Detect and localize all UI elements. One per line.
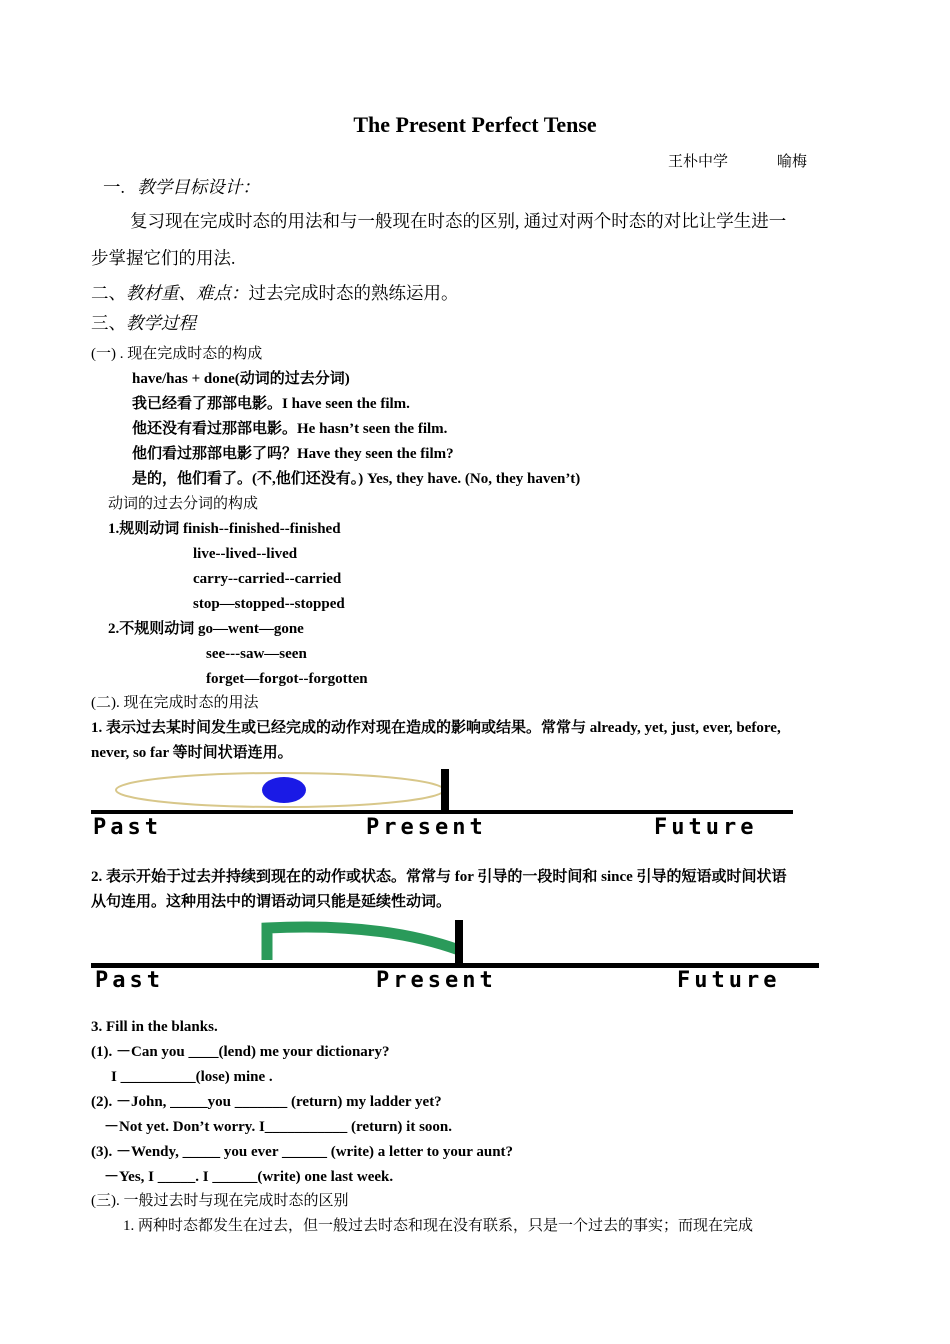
section2-content: 过去完成时态的熟练运用。 <box>248 283 459 303</box>
section2-title: 教材重、难点： <box>126 283 249 303</box>
section1-title: 教学目标设计： <box>137 177 260 197</box>
example-1: 我已经看了那部电影。I have seen the film. <box>132 396 410 412</box>
exercise-line: (3). －Wendy, _____ you ever ______ (write) a letter to your aunt? <box>91 1144 514 1160</box>
section1-paragraph-line2: 步掌握它们的用法. <box>91 248 236 268</box>
usage1-line2: never, so far 等时间状语连用。 <box>91 745 293 761</box>
irregular-verb-example: forget—forgot--forgotten <box>206 671 368 687</box>
section3-number: 三、 <box>91 313 126 333</box>
timeline1-present-label: Present <box>366 815 487 840</box>
example-3: 他们看过那部电影了吗？Have they seen the film? <box>132 446 454 462</box>
regular-verb-example: stop—stopped--stopped <box>193 596 345 612</box>
exercise-heading: 3. Fill in the blanks. <box>91 1019 218 1035</box>
part1-heading: (一) . 现在完成时态的构成 <box>91 346 263 362</box>
timeline1-future-label: Future <box>654 815 758 840</box>
section1-heading <box>103 177 260 197</box>
regular-verbs-label: 1.规则动词 finish--finished--finished <box>108 521 341 537</box>
usage2-line1: 2. 表示开始于过去并持续到现在的动作或状态。常常与 for 引导的一段时间和 since 引导的短语或时间状语 <box>91 869 787 885</box>
formula: have/has + done(动词的过去分词) <box>132 371 350 387</box>
exercise-line: －Yes, I _____. I ______(write) one last week. <box>104 1169 394 1185</box>
usage2-line2: 从句连用。这种用法中的谓语动词只能是延续性动词。 <box>91 894 452 910</box>
timeline2-present-label: Present <box>376 968 497 993</box>
continuation-curve <box>267 927 459 960</box>
section1-number: 一. <box>103 177 125 197</box>
timeline-diagram-1 <box>91 766 796 814</box>
exercise-line: －Not yet. Don’t worry. I___________ (return) it soon. <box>104 1119 453 1135</box>
exercise-line: (2). －John, _____you _______ (return) my ladder yet? <box>91 1094 442 1110</box>
usage1-line1: 1. 表示过去某时间发生或已经完成的动作对现在造成的影响或结果。常常与 already, yet, just, ever, before, <box>91 720 781 736</box>
timeline-diagram-2 <box>91 918 821 970</box>
section3-title: 教学过程 <box>126 313 196 333</box>
regular-verb-example: carry--carried--carried <box>193 571 342 587</box>
example-4: 是的，他们看了。(不,他们还没有。) Yes, they have. (No, they haven’t) <box>132 471 581 487</box>
page-title: The Present Perfect Tense <box>353 112 597 137</box>
event-dot <box>262 777 306 803</box>
author-school: 王朴中学 <box>668 154 729 170</box>
part2-heading: (二). 现在完成时态的用法 <box>91 695 259 711</box>
part3-line1: 1. 两种时态都发生在过去，但一般过去时态和现在没有联系，只是一个过去的事实；而现在完成 <box>123 1218 754 1234</box>
timeline2-future-label: Future <box>677 968 781 993</box>
irregular-verbs-label: 2.不规则动词 go—went—gone <box>108 621 304 637</box>
example-2: 他还没有看过那部电影。He hasn’t seen the film. <box>132 421 448 437</box>
exercise-line: I __________(lose) mine . <box>111 1069 273 1085</box>
section3-heading <box>91 313 196 333</box>
timeline2-past-label: Past <box>95 968 164 993</box>
irregular-verb-example: see---saw—seen <box>206 646 307 662</box>
author-name: 喻梅 <box>777 154 808 170</box>
section2-heading <box>91 283 459 303</box>
timeline1-past-label: Past <box>93 815 162 840</box>
regular-verb-example: live--lived--lived <box>193 546 298 562</box>
timeline-axis <box>91 810 793 814</box>
present-marker <box>441 769 449 814</box>
exercise-line: (1). －Can you ____(lend) me your dictionary? <box>91 1044 390 1060</box>
participle-heading: 动词的过去分词的构成 <box>108 496 259 512</box>
present-marker <box>455 920 463 968</box>
section2-number: 二、 <box>91 283 126 303</box>
part3-heading: (三). 一般过去时与现在完成时态的区别 <box>91 1193 349 1209</box>
section1-paragraph-line1: 复习现在完成时态的用法和与一般现在时态的区别, 通过对两个时态的对比让学生进一 <box>130 211 787 231</box>
